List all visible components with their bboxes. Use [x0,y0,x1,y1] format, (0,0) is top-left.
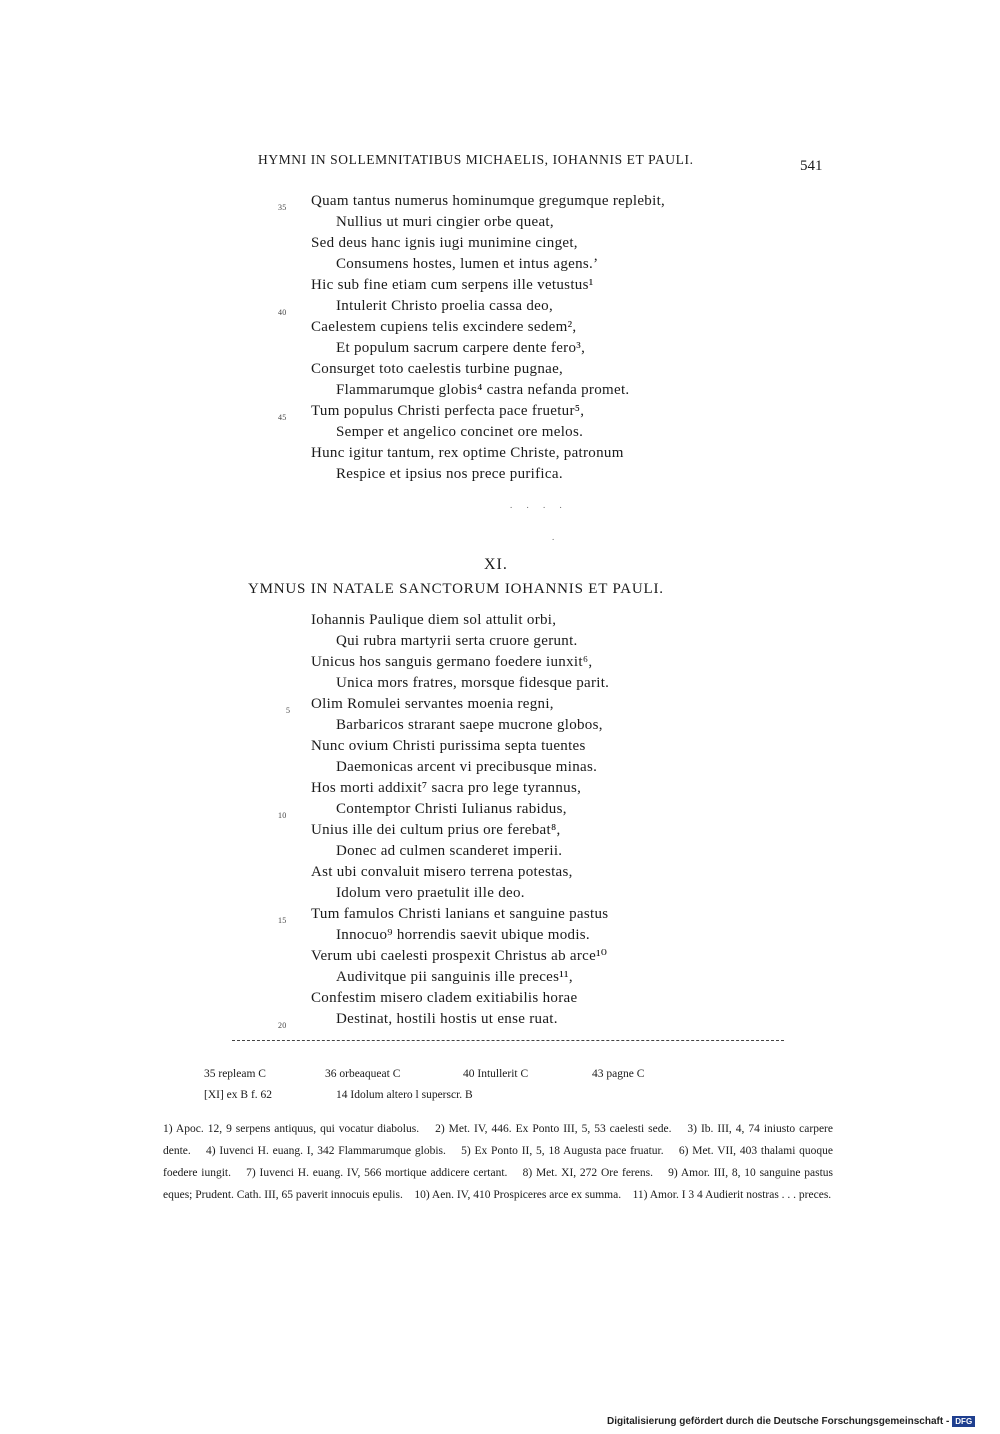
verse-line: Unius ille dei cultum prius ore ferebat⁸, [311,822,561,838]
verse-line: Respice et ipsius nos prece purifica. [336,466,563,482]
verse-line: Hic sub fine etiam cum serpens ille vetustus¹ [311,277,594,293]
dfg-logo: DFG [952,1416,975,1427]
verse-line: Ast ubi convaluit misero terrena potestas, [311,864,573,880]
verse-line: Iohannis Paulique diem sol attulit orbi, [311,612,557,628]
footnote: 5) Ex Ponto II, 5, 18 Augusta pace fruatur. [461,1145,664,1157]
verse-line: Unica mors fratres, morsque fidesque parit. [336,675,610,691]
footnote: 9) Amor. III, 8, 10 sanguine pastus eques; Prudent. Cath. III, 65 paverit innocuis epulis. [163,1167,833,1201]
running-title: HYMNI IN SOLLEMNITATIBUS MICHAELIS, IOHANNIS ET PAULI. [258,152,694,167]
verse-line: Unicus hos sanguis germano foedere iunxit⁶, [311,654,593,670]
page-number: 541 [800,158,823,174]
section-numeral: XI. [484,556,508,573]
section-dot: . [552,532,555,542]
section-title: YMNUS IN NATALE SANCTORUM IOHANNIS ET PAULI. [248,581,664,597]
verse-line: Intulerit Christo proelia cassa deo, [336,298,553,314]
line-number: 45 [278,413,287,422]
footnote: 8) Met. XI, 272 Ore ferens. [522,1167,653,1179]
verse-line: Innocuo⁹ horrendis saevit ubique modis. [336,927,590,943]
verse-line: Olim Romulei servantes moenia regni, [311,696,554,712]
verse-line: Barbaricos strarant saepe mucrone globos, [336,717,603,733]
verse-line: Tum populus Christi perfecta pace fruetur⁵, [311,403,585,419]
apparatus-entry: 14 Idolum altero l superscr. B [336,1089,473,1101]
line-number: 20 [278,1021,287,1030]
verse-line: Daemonicas arcent vi precibusque minas. [336,759,598,775]
verse-line: Nunc ovium Christi purissima septa tuentes [311,738,586,754]
apparatus-entry: 43 pagne C [592,1068,645,1080]
footnote: 3) Ib. III, 4, 74 iniusto carpere dente. [163,1123,833,1157]
apparatus-entry: 35 repleam C [204,1068,266,1080]
apparatus-entry: 36 orbeaqueat C [325,1068,401,1080]
footer-text: Digitalisierung gefördert durch die Deutsche Forschungsgemeinschaft - [607,1416,950,1428]
verse-line: Caelestem cupiens telis excindere sedem², [311,319,577,335]
verse-line: Hos morti addixit⁷ sacra pro lege tyrannus, [311,780,582,796]
verse-line: Flammarumque globis⁴ castra nefanda promet. [336,382,630,398]
verse-line: Consurget toto caelestis turbine pugnae, [311,361,564,377]
footnote: 2) Met. IV, 446. Ex Ponto III, 5, 53 caelesti sede. [435,1123,672,1135]
line-number: 40 [278,308,287,317]
verse-line: Idolum vero praetulit ille deo. [336,885,525,901]
verse-line: Et populum sacrum carpere dente fero³, [336,340,586,356]
verse-line: Audivitque pii sanguinis ille preces¹¹, [336,969,573,985]
apparatus-rule [232,1040,784,1041]
line-number: 15 [278,916,287,925]
footnote: 7) Iuvenci H. euang. IV, 566 mortique addicere certant. [246,1167,508,1179]
digitization-footer [607,1416,975,1427]
verse-line: Semper et angelico concinet ore melos. [336,424,584,440]
verse-line: Confestim misero cladem exitiabilis horae [311,990,578,1006]
verse-line: Tum famulos Christi lanians et sanguine pastus [311,906,609,922]
verse-line: Contemptor Christi Iulianus rabidus, [336,801,567,817]
verse-line: Destinat, hostili hostis ut ense ruat. [336,1011,558,1027]
poem-hymn [0,610,1000,1030]
line-number: 5 [286,706,291,715]
footnotes [163,1118,833,1206]
footnote: 10) Aen. IV, 410 Prospiceres arce ex summa. [414,1189,622,1201]
section-dots: . . . . [510,500,568,510]
verse-line: Consumens hostes, lumen et intus agens.’ [336,256,599,272]
footnote: 1) Apoc. 12, 9 serpens antiquus, qui vocatur diabolus. [163,1123,420,1135]
footnote: 6) Met. VII, 403 thalami quoque foedere iungit. [163,1145,834,1179]
footnote: 11) Amor. I 3 4 Audierit nostras . . . preces. [632,1189,832,1201]
apparatus-entry: [XI] ex B f. 62 [204,1089,273,1101]
apparatus-entry: 40 Intullerit C [463,1068,529,1080]
verse-line: Quam tantus numerus hominumque gregumque replebit, [311,193,666,209]
footnote: 4) Iuvenci H. euang. I, 342 Flammarumque globis. [205,1145,446,1157]
verse-line: Hunc igitur tantum, rex optime Christe, patronum [311,445,624,461]
verse-line: Verum ubi caelesti prospexit Christus ab arce¹⁰ [311,948,608,964]
poem-continuation [0,191,1000,491]
verse-line: Nullius ut muri cingier orbe queat, [336,214,554,230]
verse-line: Donec ad culmen scanderet imperii. [336,843,563,859]
line-number: 35 [278,203,287,212]
verse-line: Qui rubra martyrii serta cruore gerunt. [336,633,578,649]
verse-line: Sed deus hanc ignis iugi munimine cinget, [311,235,578,251]
line-number: 10 [278,811,287,820]
